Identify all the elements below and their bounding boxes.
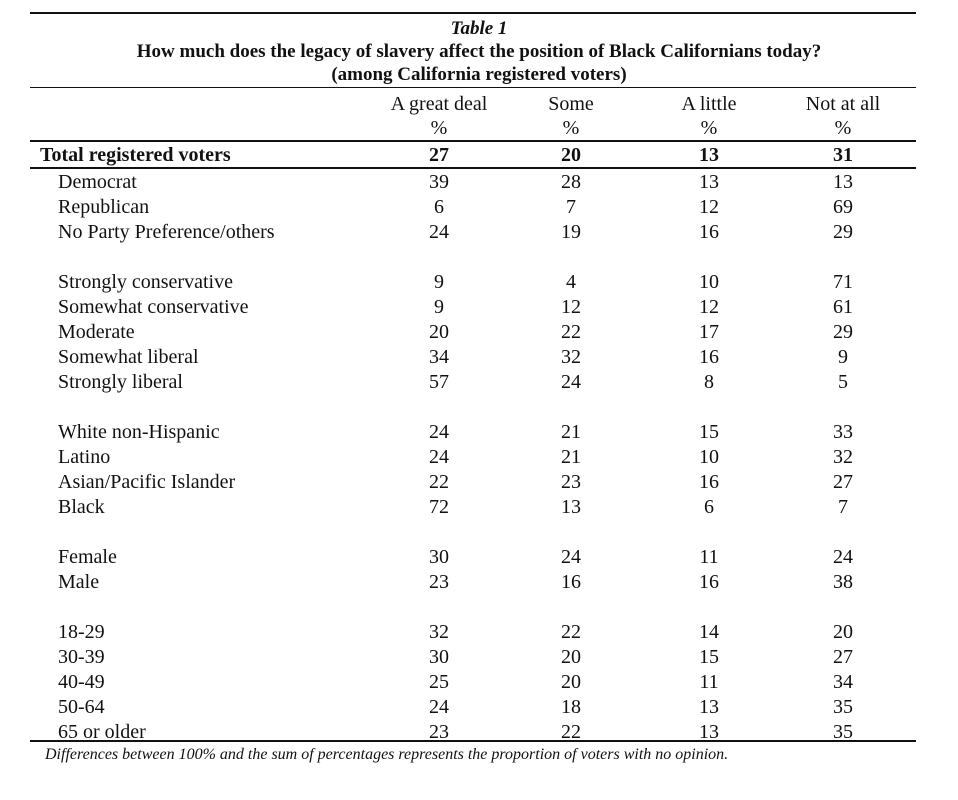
cell-great-deal: 30: [429, 546, 449, 568]
cell-some: 4: [566, 271, 576, 293]
cell-not-at-all: 35: [833, 721, 853, 743]
table-row: [0, 620, 958, 645]
cell-a-little: 10: [699, 446, 719, 468]
table-row: [0, 445, 958, 470]
cell-not-at-all: 69: [833, 196, 853, 218]
cell-some: 32: [561, 346, 581, 368]
top-rule: [30, 12, 916, 14]
cell-a-little: 6: [704, 496, 714, 518]
row-label: White non-Hispanic: [58, 421, 220, 443]
cell-great-deal: 24: [429, 696, 449, 718]
column-header-great-deal: A great deal %: [390, 93, 488, 139]
row-label: 40-49: [58, 671, 105, 693]
cell-a-little: 13: [699, 171, 719, 193]
cell-a-little: 15: [699, 646, 719, 668]
column-header-not-at-all: Not at all %: [805, 93, 881, 139]
table-row: [0, 370, 958, 395]
cell-some: 23: [561, 471, 581, 493]
cell-not-at-all: 27: [833, 646, 853, 668]
cell-great-deal: 39: [429, 171, 449, 193]
cell-some: 18: [561, 696, 581, 718]
table-row: [0, 195, 958, 220]
row-label: 50-64: [58, 696, 105, 718]
header-top-rule: [30, 87, 916, 88]
cell-not-at-all: 9: [838, 346, 848, 368]
cell-great-deal: 20: [429, 321, 449, 343]
bottom-rule: [30, 740, 916, 742]
cell-not-at-all: 13: [833, 171, 853, 193]
row-label: Somewhat conservative: [58, 296, 249, 318]
cell-not-at-all: 7: [838, 496, 848, 518]
cell-a-little: 10: [699, 271, 719, 293]
table-row: [0, 670, 958, 695]
cell-a-little: 11: [699, 671, 719, 693]
row-label: No Party Preference/others: [58, 221, 275, 243]
table-caption: Table 1: [450, 18, 508, 39]
row-label: Black: [58, 496, 105, 518]
cell-some: 24: [561, 546, 581, 568]
cell-not-at-all: 27: [833, 471, 853, 493]
row-label: 18-29: [58, 621, 105, 643]
cell-great-deal: 9: [434, 296, 444, 318]
table-row: [0, 170, 958, 195]
row-label: Moderate: [58, 321, 135, 343]
row-label: 65 or older: [58, 721, 146, 743]
cell-great-deal: 34: [429, 346, 449, 368]
cell-a-little: 13: [699, 144, 719, 166]
table-row: [0, 270, 958, 295]
row-label: Democrat: [58, 171, 137, 193]
cell-some: 20: [561, 671, 581, 693]
cell-a-little: 15: [699, 421, 719, 443]
cell-some: 16: [561, 571, 581, 593]
table-row: [0, 570, 958, 595]
column-header-a-little: A little %: [681, 93, 737, 139]
cell-not-at-all: 29: [833, 221, 853, 243]
cell-great-deal: 24: [429, 446, 449, 468]
table-row: [0, 645, 958, 670]
cell-not-at-all: 24: [833, 546, 853, 568]
table-row: [0, 470, 958, 495]
table-row: [0, 495, 958, 520]
cell-a-little: 13: [699, 696, 719, 718]
row-label: Asian/Pacific Islander: [58, 471, 236, 493]
cell-a-little: 14: [699, 621, 719, 643]
cell-some: 28: [561, 171, 581, 193]
row-label: Total registered voters: [40, 144, 231, 166]
total-rule: [30, 167, 916, 169]
row-label: 30-39: [58, 646, 105, 668]
table-subtitle: (among California registered voters): [331, 64, 627, 85]
cell-some: 13: [561, 496, 581, 518]
footnote: Differences between 100% and the sum of percentages represents the proportion of voters with no opinion.: [45, 746, 729, 763]
cell-not-at-all: 35: [833, 696, 853, 718]
cell-some: 21: [561, 446, 581, 468]
row-label: Male: [58, 571, 100, 593]
cell-not-at-all: 32: [833, 446, 853, 468]
cell-a-little: 11: [699, 546, 719, 568]
cell-some: 24: [561, 371, 581, 393]
row-label: Strongly liberal: [58, 371, 183, 393]
total-row: [0, 143, 958, 168]
cell-great-deal: 32: [429, 621, 449, 643]
table-row: [0, 295, 958, 320]
row-label: Republican: [58, 196, 150, 218]
cell-not-at-all: 61: [833, 296, 853, 318]
cell-not-at-all: 20: [833, 621, 853, 643]
cell-great-deal: 25: [429, 671, 449, 693]
cell-great-deal: 27: [429, 144, 449, 166]
cell-some: 12: [561, 296, 581, 318]
table-title: How much does the legacy of slavery affect the position of Black Californians today?: [136, 41, 822, 62]
cell-a-little: 8: [704, 371, 714, 393]
row-label: Latino: [58, 446, 111, 468]
table-row: [0, 420, 958, 445]
cell-great-deal: 6: [434, 196, 444, 218]
column-header-some: Some %: [548, 93, 594, 139]
cell-some: 22: [561, 721, 581, 743]
cell-not-at-all: 5: [838, 371, 848, 393]
cell-a-little: 16: [699, 221, 719, 243]
cell-a-little: 12: [699, 196, 719, 218]
cell-some: 20: [561, 646, 581, 668]
cell-not-at-all: 31: [833, 144, 853, 166]
cell-great-deal: 23: [429, 721, 449, 743]
cell-some: 21: [561, 421, 581, 443]
table-row: [0, 345, 958, 370]
cell-a-little: 16: [699, 346, 719, 368]
cell-great-deal: 57: [429, 371, 449, 393]
cell-a-little: 17: [699, 321, 719, 343]
cell-some: 22: [561, 321, 581, 343]
cell-not-at-all: 38: [833, 571, 853, 593]
row-label: Female: [58, 546, 117, 568]
cell-not-at-all: 71: [833, 271, 853, 293]
cell-great-deal: 24: [429, 221, 449, 243]
header-bottom-rule: [30, 140, 916, 142]
cell-a-little: 16: [699, 571, 719, 593]
cell-great-deal: 30: [429, 646, 449, 668]
table-row: [0, 695, 958, 720]
cell-some: 22: [561, 621, 581, 643]
cell-not-at-all: 34: [833, 671, 853, 693]
row-label: Strongly conservative: [58, 271, 233, 293]
cell-some: 7: [566, 196, 576, 218]
cell-not-at-all: 29: [833, 321, 853, 343]
cell-a-little: 16: [699, 471, 719, 493]
cell-some: 20: [561, 144, 581, 166]
table-row: [0, 220, 958, 245]
row-label: Somewhat liberal: [58, 346, 199, 368]
cell-great-deal: 23: [429, 571, 449, 593]
cell-a-little: 12: [699, 296, 719, 318]
cell-great-deal: 24: [429, 421, 449, 443]
cell-a-little: 13: [699, 721, 719, 743]
cell-not-at-all: 33: [833, 421, 853, 443]
table-row: [0, 545, 958, 570]
table-row: [0, 320, 958, 345]
cell-great-deal: 72: [429, 496, 449, 518]
cell-great-deal: 9: [434, 271, 444, 293]
cell-great-deal: 22: [429, 471, 449, 493]
cell-some: 19: [561, 221, 581, 243]
